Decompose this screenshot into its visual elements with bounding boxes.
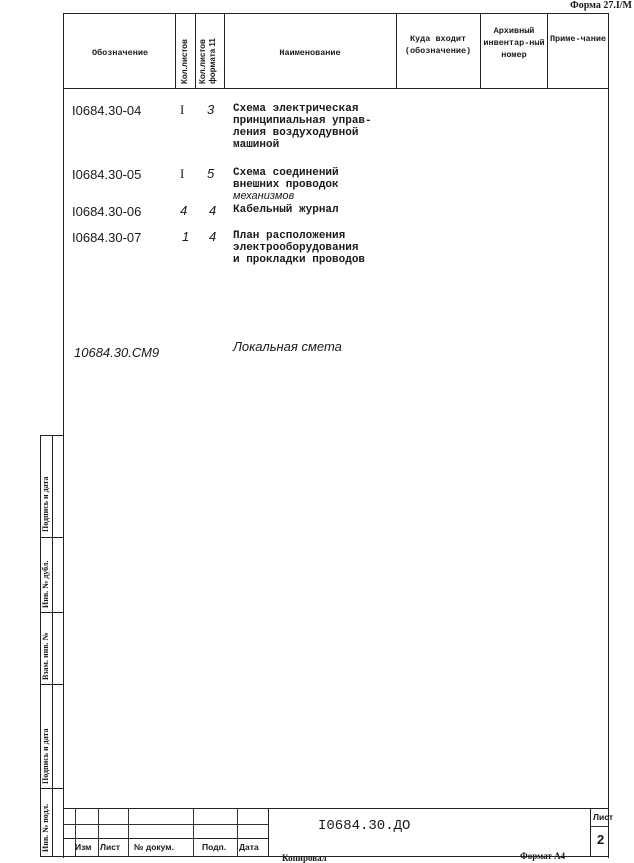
hdr-sep-2: [195, 13, 196, 88]
sheet-number: 2: [597, 832, 605, 847]
form-label: Форма 27.I/М: [570, 0, 632, 11]
tb-col-sep: [193, 808, 194, 856]
header-archive: Архивный инвентар-ный номер: [483, 26, 545, 60]
frame-left: [63, 13, 64, 858]
row-name-line: механизмов: [233, 190, 295, 202]
row-name-line: электрооборудования: [233, 242, 359, 254]
row-sheets-format: 3: [207, 102, 215, 117]
header-designation: Обозначение: [91, 48, 149, 58]
tb-col-sep: [237, 808, 238, 856]
header-where: Куда входит (обозначение): [404, 34, 472, 56]
tb-col-date: Дата: [239, 842, 259, 852]
row-name-line: и прокладки проводов: [233, 254, 366, 266]
row-name-line: внешних проводок: [233, 179, 339, 191]
titleblock-sheet-sep: [590, 808, 591, 856]
row-name-line: машиной: [233, 139, 280, 151]
row-sheets-format: 5: [207, 166, 215, 181]
row-code: 10684.30.СМ9: [74, 345, 160, 360]
row-sheets: 4: [180, 203, 188, 218]
row-sheets: I: [180, 102, 185, 117]
frame-right: [608, 13, 609, 858]
row-name-line: Схема электрическая: [233, 103, 359, 115]
row-sheets: I: [180, 166, 185, 181]
row-code: I0684.30-04: [72, 103, 142, 118]
footer-format: Формат А4: [520, 851, 566, 861]
row-code: I0684.30-07: [72, 230, 142, 245]
side-sep: [40, 788, 63, 789]
doc-code: I0684.30.ДО: [318, 818, 411, 834]
side-sep: [40, 612, 63, 613]
side-sep: [40, 684, 63, 685]
row-code: I0684.30-05: [72, 167, 142, 182]
tb-col-sep: [128, 808, 129, 856]
tb-col-izm: Изм: [75, 842, 92, 852]
row-name-line: Локальная смета: [233, 339, 342, 354]
header-name: Наименование: [279, 48, 341, 58]
side-label-inv-dubl: Инв. № дубл.: [41, 560, 50, 608]
side-label-vzam-inv: Взам. инв. №: [41, 632, 50, 680]
side-label-inv-podl: Инв. № подл.: [41, 803, 50, 852]
row-sheets: 1: [182, 229, 190, 244]
hdr-sep-6: [547, 13, 548, 88]
hdr-sep-4: [396, 13, 397, 88]
row-name-line: принципиальная управ-: [233, 115, 372, 127]
titleblock-sep: [268, 808, 269, 856]
row-name-line: ления воздуходувной: [233, 127, 359, 139]
header-bottom: [63, 88, 609, 89]
header-sheets-format: Кол.листов формата 11: [198, 38, 217, 84]
row-code: I0684.30-06: [72, 204, 142, 219]
row-sheets-format: 4: [209, 203, 217, 218]
hdr-sep-5: [480, 13, 481, 88]
side-sep: [40, 435, 63, 436]
side-strip-mid: [52, 435, 53, 856]
frame-top: [63, 13, 609, 14]
side-label-sig-date-2: Подпись и дата: [41, 728, 50, 784]
row-name-line: Схема соединений: [233, 167, 339, 179]
tb-col-list: Лист: [100, 842, 121, 852]
tb-col-sign: Подп.: [202, 842, 227, 852]
row-name-line: План расположения: [233, 230, 346, 242]
row-sheets-format: 4: [209, 229, 217, 244]
row-name-line: Кабельный журнал: [233, 204, 339, 216]
side-label-sig-date-1: Подпись и дата: [41, 476, 50, 532]
hdr-sep-3: [224, 13, 225, 88]
titleblock-top: [63, 808, 609, 809]
tb-col-doc: № докум.: [134, 842, 174, 852]
header-sheets: Кол.листов: [180, 39, 189, 84]
hdr-sep-1: [175, 13, 176, 88]
side-sep: [40, 537, 63, 538]
titleblock-sheet-line: [590, 826, 608, 827]
header-note: Приме-чание: [549, 34, 607, 44]
footer-copied: Копировал: [282, 853, 327, 863]
tb-col-sep: [98, 808, 99, 856]
sheet-label: Лист: [593, 812, 614, 822]
